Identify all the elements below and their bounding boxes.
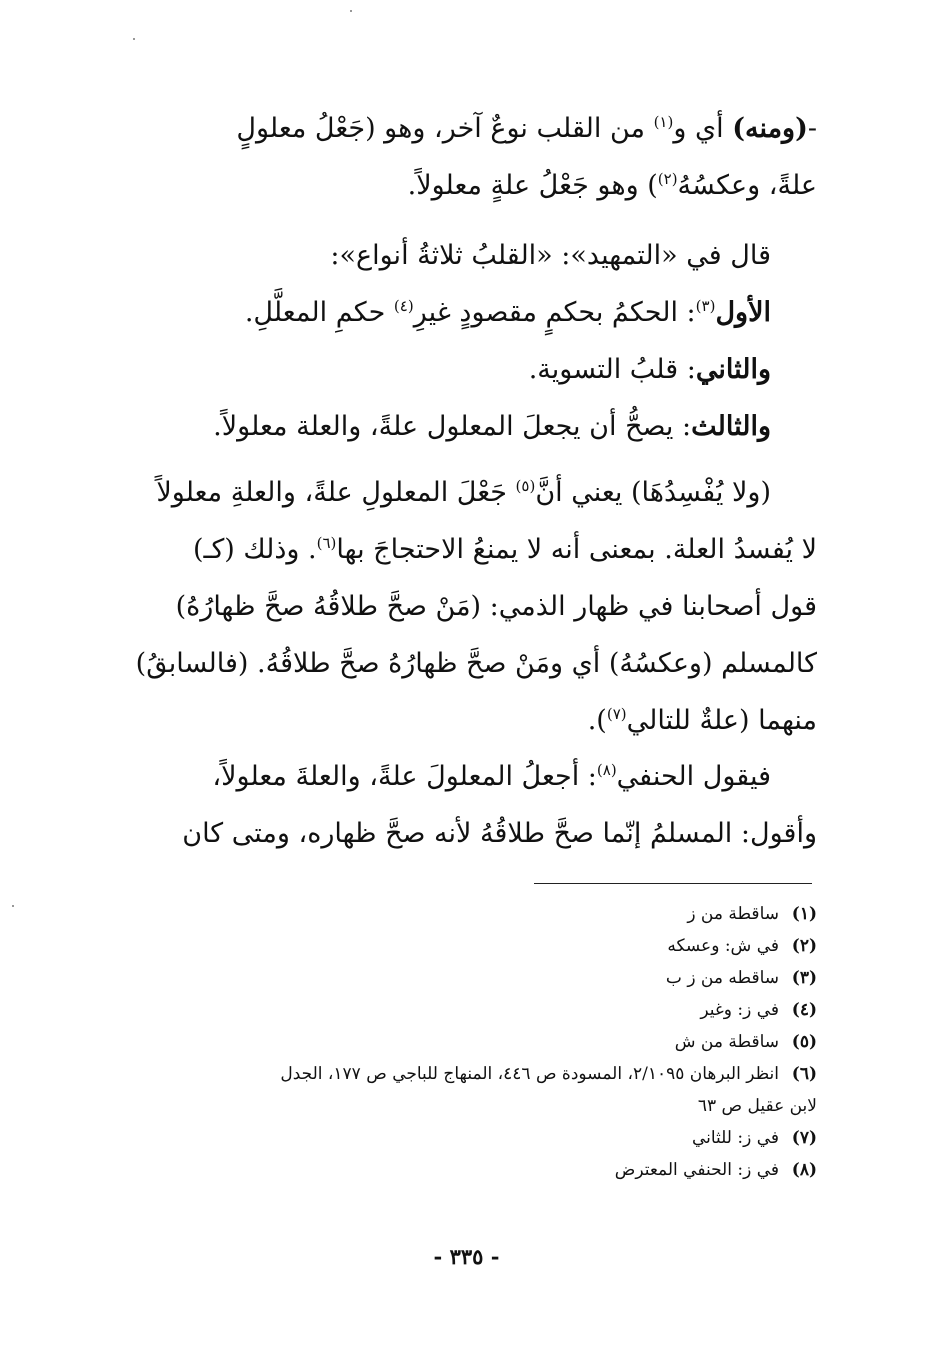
item-label: والثاني bbox=[695, 354, 771, 385]
text-run: : الحكمُ بحكمٍ مقصودٍ غيرِ bbox=[413, 297, 696, 328]
quote-item-first bbox=[127, 284, 817, 341]
text-line bbox=[127, 464, 817, 521]
text-run: من القلب نوعٌ آخر، وهو (جَعْلُ معلولٍ bbox=[236, 113, 654, 144]
footnote bbox=[127, 898, 817, 930]
paragraph-validity bbox=[127, 464, 817, 749]
footnote-text: ساقطه من ز ب bbox=[665, 968, 779, 988]
quote-item-third bbox=[127, 398, 817, 455]
footnote-number: (١) bbox=[791, 904, 817, 924]
text-run: (ولا يُفْسِدُهَا) يعني أنَّ bbox=[535, 477, 771, 508]
text-run: ). bbox=[587, 705, 607, 736]
footnote-ref: (٧) bbox=[606, 705, 627, 723]
footnote-text: في ز: وغير bbox=[700, 1000, 779, 1020]
footnote bbox=[127, 930, 817, 962]
footnote-number: (٢) bbox=[791, 936, 817, 956]
paragraph-hanafi bbox=[127, 748, 817, 862]
footnote-text: انظر البرهان ٢/١٠٩٥، المسودة ص ٤٤٦، المنهاج للباجي ص ١٧٧، الجدل bbox=[280, 1064, 779, 1084]
scan-speck bbox=[133, 38, 135, 40]
scan-speck bbox=[350, 10, 352, 12]
line-dash: - bbox=[807, 113, 817, 144]
text-line bbox=[127, 157, 817, 214]
text-run: : قلبُ التسوية. bbox=[528, 354, 696, 385]
footnote bbox=[127, 1026, 817, 1058]
text-line bbox=[127, 100, 817, 157]
tamhid-quote bbox=[127, 227, 817, 455]
footnote-ref: (٢) bbox=[657, 170, 678, 188]
text-run: فيقول الحنفي bbox=[616, 761, 771, 792]
item-label: الأول bbox=[715, 297, 771, 328]
footnote bbox=[127, 994, 817, 1026]
footnote-text: ساقطة من ز bbox=[687, 904, 779, 924]
text-line: وأقول: المسلمُ إنّما صحَّ طلاقُهُ لأنه صحَّ ظهاره، ومتى كان bbox=[182, 818, 817, 849]
text-run: منهما (علةٌ للتالي bbox=[626, 705, 817, 736]
text-run: ) وهو جَعْلُ علةٍ معلولاً. bbox=[407, 170, 658, 201]
text-line bbox=[127, 521, 817, 578]
footnote bbox=[127, 1058, 817, 1090]
footnote bbox=[127, 1122, 817, 1154]
quote-intro: قال في «التمهيد»: «القلبُ ثلاثةُ أنواع»: bbox=[330, 240, 771, 271]
footnote-number: (٧) bbox=[791, 1128, 817, 1148]
footnote-number: (٥) bbox=[791, 1032, 817, 1052]
footnote-number: (٦) bbox=[791, 1064, 817, 1084]
text-run: : أجعلُ المعلولَ علةً، والعلةَ معلولاً، bbox=[212, 761, 597, 792]
text-run: حكمِ المعلَّلِ. bbox=[244, 297, 394, 328]
matn-term: (ومنه) bbox=[732, 113, 808, 144]
text-run: . وذلك (كـ) bbox=[193, 534, 317, 565]
footnote-text: في ز: للثاني bbox=[691, 1128, 779, 1148]
footnote-ref: (٨) bbox=[596, 761, 617, 779]
footnote-ref: (٥) bbox=[515, 477, 536, 495]
text-line: كالمسلم (وعكسُهُ) أي ومَنْ صحَّ ظهارُهُ صحَّ طلاقُهُ. (فالسابقُ) bbox=[135, 648, 817, 679]
text-line bbox=[127, 692, 817, 749]
text-line: قول أصحابنا في ظهار الذمي: (مَنْ صحَّ طلاقُهُ صحَّ ظهارُهُ) bbox=[175, 591, 817, 622]
footnotes bbox=[127, 898, 817, 1186]
footnote bbox=[127, 962, 817, 994]
footnote-ref: (١) bbox=[653, 113, 674, 131]
footnote-text: ساقطة من ش bbox=[674, 1032, 779, 1052]
text-run: جَعْلَ المعلولِ علةً، والعلةِ معلولاً bbox=[156, 477, 516, 508]
footnote-ref: (٤) bbox=[393, 297, 414, 315]
footnote-number: (٤) bbox=[791, 1000, 817, 1020]
footnote-text: في ش: وعسكه bbox=[667, 936, 779, 956]
text-line bbox=[127, 748, 817, 805]
text-run: أي و bbox=[673, 113, 733, 144]
scan-speck bbox=[12, 905, 14, 907]
text-run: علةً، وعكسُهُ bbox=[677, 170, 817, 201]
footnote-number: (٨) bbox=[791, 1160, 817, 1180]
footnote-continuation: لابن عقيل ص ٦٣ bbox=[697, 1096, 817, 1116]
paragraph-definition bbox=[127, 100, 817, 214]
footnote-ref: (٦) bbox=[316, 534, 337, 552]
quote-item-second bbox=[127, 341, 817, 398]
footnote bbox=[127, 1154, 817, 1186]
page-number: - ٣٣٥ - bbox=[433, 1244, 500, 1269]
footnote-ref: (٣) bbox=[695, 297, 716, 315]
text-run: لا يُفسدُ العلة. بمعنى أنه لا يمنعُ الاحتجاجَ بها bbox=[336, 534, 817, 565]
text-run: : يصحُّ أن يجعلَ المعلول علةً، والعلة معلولاً. bbox=[213, 411, 692, 442]
footnote-text: في ز: الحنفي المعترض bbox=[614, 1160, 779, 1180]
item-label: والثالث bbox=[691, 411, 771, 442]
footnote-number: (٣) bbox=[791, 968, 817, 988]
footnote-separator bbox=[534, 883, 812, 884]
